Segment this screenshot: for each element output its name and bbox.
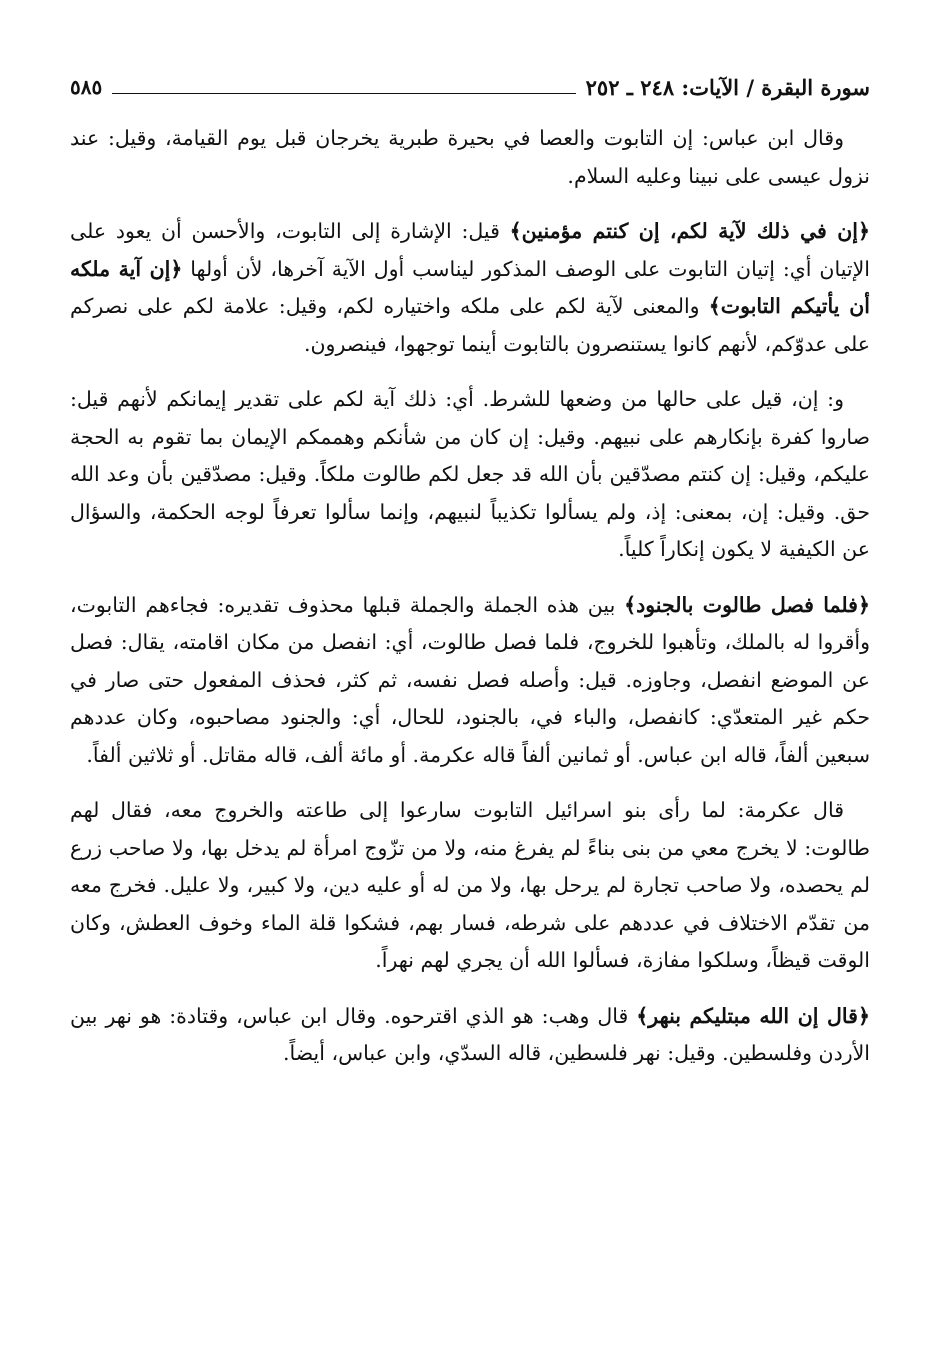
- paragraph-1: [70, 120, 870, 195]
- paragraph-6: [70, 998, 870, 1073]
- verse-quote: ﴿إن آية ملكه أن يأتيكم التابوت﴾: [70, 256, 870, 318]
- verse-quote: ﴿فلما فصل طالوت بالجنود﴾: [624, 592, 870, 617]
- paragraph-5: [70, 792, 870, 980]
- paragraph-text: و: إن، قيل على حالها من وضعها للشرط. أي: ذلك آية لكم على تقدير إيمانكم لأنهم قيل: صاروا كفرة بإنكارهم على نبيهم. وقيل: إن كان من شأنكم وهممكم الإيمان بما تقوم به الحجة عليكم، وقيل: إن كنتم مصدّقين بأن الله قد جعل لكم طالوت ملكاً. وقيل: مصدّقين بأن وعد الله حق. وقيل: إن، بمعنى: إذ، ولم يسألوا تكذيباً لنبيهم، وإنما سألوا تعرفاً لوجه الحكمة، والسؤال عن الكيفية لا يكون إنكاراً كلياً.: [70, 387, 870, 561]
- paragraph-text: بين هذه الجملة والجملة قبلها محذوف تقديره: فجاءهم التابوت، وأقروا له بالملك، وتأهبوا للخروج، فلما فصل طالوت، أي: انفصل من مكان اقامته، يقال: فصل عن الموضع انفصل، وجاوزه. قيل: وأصله فصل نفسه، ثم كثر، فحذف المفعول حتى صار في حكم غير المتعدّي: كانفصل، والباء في، بالجنود، للحال، أي: والجنود مصاحبوه، وكان عددهم سبعين ألفاً، قاله ابن عباس. أو ثمانين ألفاً قاله عكرمة. أو مائة ألف، قاله مقاتل. أو ثلاثين ألفاً.: [70, 592, 870, 767]
- verse-quote: ﴿قال إن الله مبتليكم بنهر﴾: [636, 1003, 870, 1028]
- paragraph-text: قال وهب: هو الذي اقترحوه. وقال ابن عباس، وقتادة: هو نهر بين الأردن وفلسطين. وقيل: نهر فلسطين، قاله السدّي، وابن عباس، أيضاً.: [70, 1003, 870, 1065]
- paragraph-4: [70, 587, 870, 775]
- header-rule: [112, 93, 575, 94]
- header-title: سورة البقرة / الآيات: ٢٤٨ ـ ٢٥٢: [585, 74, 870, 100]
- paragraph-3: [70, 381, 870, 569]
- paragraph-2: [70, 213, 870, 363]
- running-header: [70, 70, 870, 104]
- paragraph-text: قيل: الإشارة إلى التابوت، والأحسن أن يعود على الإتيان أي: إتيان التابوت على الوصف المذكور ليناسب أول الآية آخرها، لأن أولها: [70, 219, 870, 281]
- paragraph-text: والمعنى لآية لكم على ملكه واختياره لكم، وقيل: علامة لكم على نصركم على عدوّكم، لأنهم كانوا يستنصرون بالتابوت أينما توجهوا، فينصرون.: [70, 294, 870, 356]
- page: [70, 70, 870, 1091]
- paragraph-text: وقال ابن عباس: إن التابوت والعصا في بحيرة طبرية يخرجان قبل يوم القيامة، وقيل: عند نزول عيسى على نبينا وعليه السلام.: [70, 126, 870, 188]
- body-text: [70, 120, 870, 1073]
- page-number: ٥٨٥: [70, 75, 103, 99]
- paragraph-text: قال عكرمة: لما رأى بنو اسرائيل التابوت سارعوا إلى طاعته والخروج معه، فقال لهم طالوت: لا يخرج معي من بنى بناءً لم يفرغ منه، ولا من تزّوج امرأة لم يدخل بها، ولا صاحب زرع لم يحصده، ولا صاحب تجارة لم يرحل بها، ولا من له أو عليه دين، ولا كبير، ولا عليل. فخرج معه من تقدّم الاختلاف في عددهم على شرطه، فسار بهم، فشكوا قلة الماء وخوف العطش، وكان الوقت قيظاً، وسلكوا مفازة، فسألوا الله أن يجري لهم نهراً.: [70, 798, 870, 972]
- verse-quote: ﴿إن في ذلك لآية لكم، إن كنتم مؤمنين﴾: [509, 219, 870, 243]
